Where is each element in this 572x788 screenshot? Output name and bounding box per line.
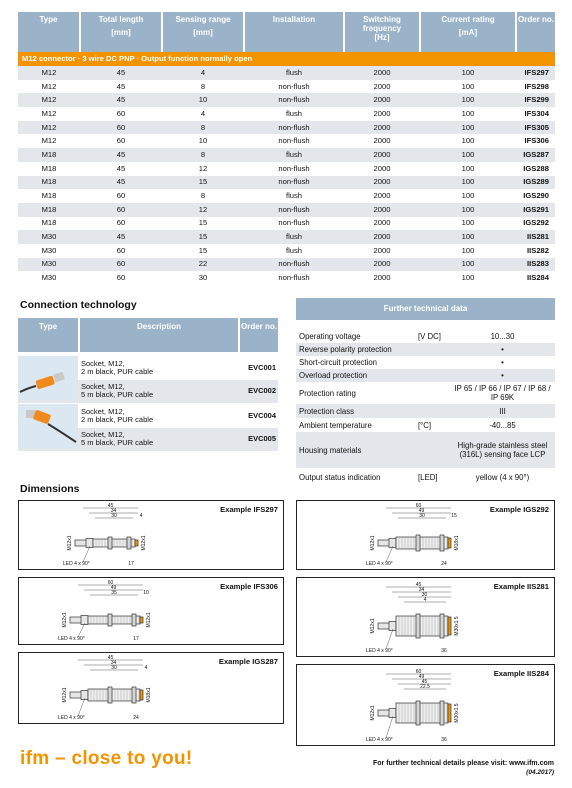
cell-current: 100 — [420, 121, 516, 135]
example-title: Example IFS297 — [220, 505, 278, 514]
dimension-label: 49 — [110, 585, 117, 591]
tech-value: yellow (4 x 90°) — [475, 472, 530, 482]
table-row — [18, 162, 555, 176]
cell-current: 100 — [420, 244, 516, 258]
tech-value: • — [501, 371, 504, 380]
cell-freq: 2000 — [344, 271, 420, 285]
dimension-example — [18, 652, 284, 724]
cell-range: 10 — [162, 93, 244, 107]
sensor-drawing — [19, 501, 285, 571]
cell-install: non-flush — [244, 176, 344, 190]
dimension-example — [296, 500, 555, 570]
dimension-label: M12x1 — [370, 618, 376, 634]
cell-install: non-flush — [244, 203, 344, 217]
table-row — [18, 93, 555, 107]
dimension-label: M30x1.5 — [454, 616, 460, 636]
connection-heading: Connection technology — [20, 299, 137, 311]
dimension-label: 10 — [143, 590, 149, 596]
sensor-drawing — [297, 665, 556, 747]
table-row — [18, 66, 555, 80]
dimension-label: 30 — [419, 513, 425, 519]
col-header-length: Total length [mm] — [80, 12, 162, 52]
example-title: Example IGS292 — [489, 505, 549, 514]
cell-install: non-flush — [244, 93, 344, 107]
tech-label: Protection rating — [299, 388, 356, 398]
led-label: LED 4 x 90° — [366, 648, 393, 654]
cell-install: flush — [244, 244, 344, 258]
cell-length: 45 — [80, 230, 162, 244]
cell-range: 30 — [162, 271, 244, 285]
cell-type: M12 — [18, 134, 80, 148]
cell-order: IGS289 — [516, 176, 555, 190]
cell-range: 4 — [162, 66, 244, 80]
cell-install: non-flush — [244, 134, 344, 148]
col-header-installation: Installation — [244, 12, 344, 52]
cell-freq: 2000 — [344, 80, 420, 94]
cell-current: 100 — [420, 217, 516, 231]
cell-length: 60 — [80, 107, 162, 121]
tech-value: III — [499, 406, 506, 416]
cell-type: M12 — [18, 121, 80, 135]
connection-order-no: EVC005 — [248, 434, 276, 444]
cell-order: IIS284 — [516, 271, 555, 285]
tech-value: -40...85 — [489, 420, 516, 430]
tech-value: IP 65 / IP 66 / IP 67 / IP 68 / IP 69K — [454, 384, 551, 402]
cell-length: 60 — [80, 217, 162, 231]
cell-order: IFS305 — [516, 121, 555, 135]
straight-socket-image — [18, 356, 78, 400]
cell-order: IFS297 — [516, 66, 555, 80]
cell-order: IGS288 — [516, 162, 555, 176]
cell-install: flush — [244, 107, 344, 121]
sensor-drawing — [297, 501, 556, 571]
cell-current: 100 — [420, 271, 516, 285]
cell-length: 45 — [80, 148, 162, 162]
tech-row — [296, 329, 555, 343]
cell-current: 100 — [420, 162, 516, 176]
dimension-label: 36 — [441, 648, 447, 654]
cell-range: 15 — [162, 244, 244, 258]
dimension-label: 24 — [441, 561, 447, 567]
cell-current: 100 — [420, 189, 516, 203]
dimension-label: 30 — [111, 665, 117, 671]
table-row — [18, 176, 555, 190]
led-label: LED 4 x 90° — [366, 561, 393, 567]
dimension-label: 60 — [415, 669, 422, 675]
cell-range: 15 — [162, 217, 244, 231]
conn-col-type: Type — [18, 318, 78, 352]
sensor-table — [18, 12, 555, 285]
cell-length: 45 — [80, 162, 162, 176]
cell-type: M30 — [18, 244, 80, 258]
cell-current: 100 — [420, 93, 516, 107]
dimension-example — [296, 577, 555, 657]
dimension-label: 34 — [418, 587, 425, 593]
cell-freq: 2000 — [344, 258, 420, 272]
tech-label: Short-circuit protection — [299, 358, 377, 367]
table-row — [18, 134, 555, 148]
col-header-order: Order no. — [516, 12, 555, 52]
connection-description — [78, 408, 238, 424]
cell-install: non-flush — [244, 217, 344, 231]
cell-install: non-flush — [244, 258, 344, 272]
example-title: Example IFS306 — [220, 582, 278, 591]
connection-order-no: EVC001 — [248, 362, 276, 372]
dimension-label: 30 — [421, 592, 428, 598]
tech-label: Reverse polarity protection — [299, 345, 392, 354]
cell-order: IFS304 — [516, 107, 555, 121]
cell-freq: 2000 — [344, 148, 420, 162]
connection-desc-line2: 2 m black, PUR cable — [81, 366, 154, 376]
further-heading: Further technical data — [296, 298, 555, 320]
dimension-label: 45 — [107, 503, 114, 509]
further-technical-data — [296, 298, 555, 486]
brand-slogan: – close to you! — [55, 748, 193, 769]
example-title: Example IIS284 — [493, 669, 549, 678]
cell-install: non-flush — [244, 121, 344, 135]
cell-length: 60 — [80, 134, 162, 148]
cell-type: M18 — [18, 203, 80, 217]
cell-install: non-flush — [244, 80, 344, 94]
cell-range: 15 — [162, 230, 244, 244]
dimensions-heading: Dimensions — [20, 483, 80, 495]
cell-type: M18 — [18, 162, 80, 176]
tech-row — [296, 404, 555, 418]
connection-desc-line1: Socket, M12, — [81, 382, 125, 392]
dimension-label: M12x1 — [141, 535, 147, 551]
led-label: LED 4 x 90° — [366, 737, 393, 743]
table-row — [18, 258, 555, 272]
dimension-label: 60 — [415, 503, 422, 509]
cell-type: M12 — [18, 66, 80, 80]
cell-order: IGS287 — [516, 148, 555, 162]
cell-order: IGS292 — [516, 217, 555, 231]
connection-desc-line2: 2 m black, PUR cable — [81, 414, 154, 424]
tech-row — [296, 369, 555, 382]
example-title: Example IIS281 — [493, 582, 549, 591]
tech-row — [296, 343, 555, 356]
tech-row — [296, 356, 555, 369]
dimension-label: 45 — [415, 582, 422, 588]
table-row — [18, 244, 555, 258]
cell-type: M30 — [18, 271, 80, 285]
brand-name: ifm — [20, 748, 50, 769]
led-label: LED 4 x 90° — [58, 715, 85, 721]
dimension-label: 24 — [133, 715, 139, 721]
tech-value: High-grade stainless steel (316L) sensing face LCP — [457, 441, 548, 459]
col-header-range: Sensing range [mm] — [162, 12, 244, 52]
tech-unit: [LED] — [418, 472, 438, 482]
cell-length: 60 — [80, 271, 162, 285]
cell-order: IIS281 — [516, 230, 555, 244]
connection-description — [78, 360, 238, 376]
cell-order: IIS283 — [516, 258, 555, 272]
dimension-label: 15 — [451, 513, 457, 519]
cell-range: 8 — [162, 189, 244, 203]
cell-length: 60 — [80, 189, 162, 203]
cell-order: IIS282 — [516, 244, 555, 258]
cell-order: IGS290 — [516, 189, 555, 203]
connection-desc-line1: Socket, M12, — [81, 430, 125, 440]
cell-install: flush — [244, 66, 344, 80]
dimension-label: 35 — [111, 590, 117, 596]
cell-current: 100 — [420, 66, 516, 80]
cell-order: IGS291 — [516, 203, 555, 217]
cell-order: IFS298 — [516, 80, 555, 94]
section-title: M12 connector · 3 wire DC PNP · Output function normally open — [18, 52, 555, 66]
cell-freq: 2000 — [344, 203, 420, 217]
connection-desc-line2: 5 m black, PUR cable — [81, 390, 154, 400]
tech-label: Housing materials — [299, 445, 362, 455]
connection-description — [78, 431, 238, 447]
dimension-label: M12x1 — [370, 705, 376, 721]
dimension-label: M12x1 — [67, 535, 73, 551]
cell-range: 12 — [162, 162, 244, 176]
connection-desc-line1: Socket, M12, — [81, 358, 125, 368]
dimension-label: 34 — [110, 660, 117, 666]
dimension-label: M12x1 — [370, 535, 376, 551]
tech-label: Output status indication — [299, 472, 381, 482]
cell-type: M18 — [18, 189, 80, 203]
col-header-frequency: Switching frequency [Hz] — [344, 12, 420, 52]
dimension-label: 22.5 — [420, 684, 430, 690]
cell-order: IFS306 — [516, 134, 555, 148]
dimension-label: 49 — [418, 674, 425, 680]
table-row — [18, 107, 555, 121]
dimension-label: M12x1 — [62, 687, 68, 703]
dimension-label: 17 — [133, 636, 139, 642]
dimension-example — [296, 664, 555, 746]
cell-freq: 2000 — [344, 107, 420, 121]
cell-range: 10 — [162, 134, 244, 148]
tech-unit: [V DC] — [418, 331, 441, 341]
dimension-label: 36 — [441, 737, 447, 743]
cell-length: 60 — [80, 203, 162, 217]
cell-freq: 2000 — [344, 230, 420, 244]
tech-value: • — [501, 358, 504, 367]
cell-current: 100 — [420, 258, 516, 272]
footer-website-text: For further technical details please visit: www.ifm.com — [372, 760, 554, 767]
table-row — [18, 271, 555, 285]
connection-order-no: EVC004 — [248, 410, 276, 420]
cell-range: 8 — [162, 80, 244, 94]
cell-type: M30 — [18, 258, 80, 272]
cell-freq: 2000 — [344, 93, 420, 107]
tech-label: Ambient temperature — [299, 420, 372, 430]
cell-current: 100 — [420, 134, 516, 148]
cell-range: 12 — [162, 203, 244, 217]
cell-range: 22 — [162, 258, 244, 272]
tech-row — [296, 382, 555, 404]
dimension-label: M18x1 — [454, 535, 460, 551]
connection-desc-line1: Socket, M12, — [81, 406, 125, 416]
connection-description — [78, 383, 238, 399]
cell-length: 60 — [80, 121, 162, 135]
dimension-label: 60 — [107, 580, 114, 586]
table-row — [18, 80, 555, 94]
section-title-row — [18, 52, 555, 66]
cell-freq: 2000 — [344, 134, 420, 148]
cell-range: 4 — [162, 107, 244, 121]
tech-row — [296, 468, 555, 486]
cell-current: 100 — [420, 148, 516, 162]
col-header-current: Current rating [mA] — [420, 12, 516, 52]
cell-length: 60 — [80, 258, 162, 272]
dimension-example — [18, 500, 284, 570]
cell-current: 100 — [420, 203, 516, 217]
cell-freq: 2000 — [344, 66, 420, 80]
cell-freq: 2000 — [344, 162, 420, 176]
connection-header-row — [18, 318, 278, 352]
cell-type: M12 — [18, 80, 80, 94]
angled-socket-image — [18, 404, 78, 448]
conn-col-description: Description — [80, 318, 238, 352]
cell-freq: 2000 — [344, 121, 420, 135]
dimension-label: 45 — [421, 679, 428, 685]
ifm-logo — [20, 748, 193, 770]
cell-install: non-flush — [244, 162, 344, 176]
dimension-label: M30x1.5 — [454, 703, 460, 723]
table-row — [18, 203, 555, 217]
cell-current: 100 — [420, 230, 516, 244]
tech-label: Operating voltage — [299, 331, 361, 341]
dimension-label: 4 — [144, 665, 148, 671]
dimension-label: 4 — [423, 597, 427, 603]
dimension-label: 34 — [110, 508, 117, 514]
cell-range: 8 — [162, 148, 244, 162]
cell-length: 45 — [80, 66, 162, 80]
cell-type: M12 — [18, 107, 80, 121]
cell-length: 45 — [80, 176, 162, 190]
table-row — [18, 121, 555, 135]
tech-label: Protection class — [299, 406, 355, 416]
tech-row — [296, 418, 555, 432]
connection-order-no: EVC002 — [248, 386, 276, 396]
cell-type: M18 — [18, 176, 80, 190]
cell-range: 8 — [162, 121, 244, 135]
cell-length: 45 — [80, 93, 162, 107]
footer-info — [373, 759, 554, 777]
footer-date: (04.2017) — [526, 769, 554, 776]
cell-type: M30 — [18, 230, 80, 244]
tech-value: • — [501, 345, 504, 354]
sensor-drawing — [19, 578, 285, 646]
tech-label: Overload protection — [299, 371, 368, 380]
dimension-label: M12x1 — [62, 612, 68, 628]
cell-install: flush — [244, 189, 344, 203]
cell-range: 15 — [162, 176, 244, 190]
cell-current: 100 — [420, 176, 516, 190]
table-row — [18, 230, 555, 244]
connection-desc-line2: 5 m black, PUR cable — [81, 438, 154, 448]
cell-install: flush — [244, 230, 344, 244]
sensor-drawing — [19, 653, 285, 725]
cell-freq: 2000 — [344, 189, 420, 203]
col-header-type: Type — [18, 12, 80, 52]
cell-type: M18 — [18, 148, 80, 162]
dimension-label: 4 — [139, 513, 143, 519]
table-header-row — [18, 12, 555, 52]
cell-length: 60 — [80, 244, 162, 258]
led-label: LED 4 x 90° — [63, 561, 90, 567]
led-label: LED 4 x 90° — [58, 636, 85, 642]
dimension-label: 45 — [107, 655, 114, 661]
cell-type: M12 — [18, 93, 80, 107]
cell-install: flush — [244, 148, 344, 162]
table-row — [18, 189, 555, 203]
conn-col-order: Order no. — [240, 318, 278, 352]
dimension-label: M18x1 — [146, 687, 152, 703]
dimension-example — [18, 577, 284, 645]
cell-freq: 2000 — [344, 176, 420, 190]
table-row — [18, 217, 555, 231]
cell-type: M18 — [18, 217, 80, 231]
cell-freq: 2000 — [344, 244, 420, 258]
tech-unit: [°C] — [418, 420, 432, 430]
cell-current: 100 — [420, 107, 516, 121]
cell-order: IFS299 — [516, 93, 555, 107]
dimension-label: M12x1 — [146, 612, 152, 628]
cell-current: 100 — [420, 80, 516, 94]
tech-value: 10...30 — [490, 331, 515, 341]
dimension-label: 17 — [128, 561, 134, 567]
example-title: Example IGS287 — [218, 657, 278, 666]
tech-row — [296, 432, 555, 468]
table-row — [18, 148, 555, 162]
cell-install: non-flush — [244, 271, 344, 285]
dimension-label: 30 — [111, 513, 117, 519]
cell-length: 45 — [80, 80, 162, 94]
sensor-drawing — [297, 578, 556, 658]
dimension-label: 49 — [418, 508, 425, 514]
cell-freq: 2000 — [344, 217, 420, 231]
